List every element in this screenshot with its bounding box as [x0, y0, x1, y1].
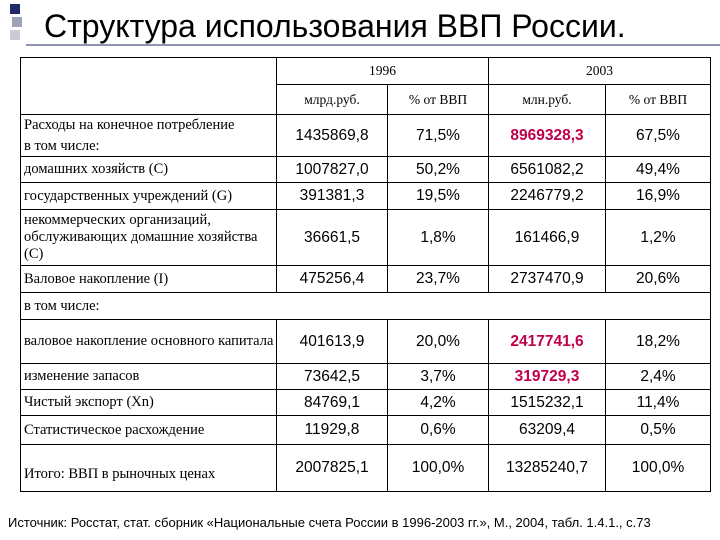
row-label: в том числе:: [21, 137, 277, 157]
table-row: [21, 183, 711, 210]
row-label: в том числе:: [21, 293, 711, 320]
percent-2003: 11,4%: [606, 390, 711, 416]
row-label: Расходы на конечное потребление: [21, 115, 277, 137]
percent-2003: 2,4%: [606, 364, 711, 390]
gdp-structure-table: [20, 57, 711, 492]
value-1996: 36661,5: [277, 210, 388, 266]
percent-2003: 49,4%: [606, 157, 711, 183]
value-1996: 401613,9: [277, 320, 388, 364]
table-row: [21, 210, 711, 266]
table-row: [21, 416, 711, 445]
header-corner-cell: [21, 58, 277, 115]
percent-1996: 100,0%: [388, 445, 489, 492]
row-label: домашних хозяйств (C): [21, 157, 277, 183]
value-2003: 6561082,2: [489, 157, 606, 183]
percent-2003: 100,0%: [606, 445, 711, 492]
value-2003: 2737470,9: [489, 266, 606, 293]
bullet-square-dark: [10, 4, 20, 14]
percent-2003: 67,5%: [606, 115, 711, 157]
percent-1996: 0,6%: [388, 416, 489, 445]
row-label: некоммерческих организаций, обслуживающих домашние хозяйства (C): [21, 210, 277, 266]
value-1996: 11929,8: [277, 416, 388, 445]
value-1996: 84769,1: [277, 390, 388, 416]
bullet-square-mid: [12, 17, 22, 27]
table-row-total: [21, 445, 711, 492]
table-row: [21, 115, 711, 137]
unit-header-2003-pct: % от ВВП: [606, 85, 711, 115]
row-label: Чистый экспорт (Xn): [21, 390, 277, 416]
percent-1996: 3,7%: [388, 364, 489, 390]
table-row: [21, 157, 711, 183]
percent-1996: 50,2%: [388, 157, 489, 183]
table-row: [21, 320, 711, 364]
value-1996: 73642,5: [277, 364, 388, 390]
table-row-subheading: [21, 293, 711, 320]
row-label: валовое накопление основного капитала: [21, 320, 277, 364]
bullet-square-light: [10, 30, 20, 40]
row-label: Статистическое расхождение: [21, 416, 277, 445]
row-label: Итого: ВВП в рыночных ценах: [21, 445, 277, 492]
value-2003: 2246779,2: [489, 183, 606, 210]
year-2003-header: 2003: [489, 58, 711, 85]
percent-2003: 20,6%: [606, 266, 711, 293]
value-2003: 2417741,6: [489, 320, 606, 364]
value-2003: 161466,9: [489, 210, 606, 266]
source-note: Источник: Росстат, стат. сборник «Национальные счета России в 1996-2003 гг.», М., 2004, табл. 1.4.1., с.73: [8, 515, 651, 530]
unit-header-1996-abs: млрд.руб.: [277, 85, 388, 115]
value-1996: 1435869,8: [277, 115, 388, 157]
percent-1996: 71,5%: [388, 115, 489, 157]
percent-1996: 19,5%: [388, 183, 489, 210]
value-1996: 475256,4: [277, 266, 388, 293]
percent-2003: 1,2%: [606, 210, 711, 266]
value-2003: 1515232,1: [489, 390, 606, 416]
value-1996: 2007825,1: [277, 445, 388, 492]
title-underline: [26, 44, 720, 46]
percent-2003: 0,5%: [606, 416, 711, 445]
percent-1996: 23,7%: [388, 266, 489, 293]
value-1996: 1007827,0: [277, 157, 388, 183]
row-label: государственных учреждений (G): [21, 183, 277, 210]
table-row: [21, 266, 711, 293]
value-2003: 319729,3: [489, 364, 606, 390]
value-1996: 391381,3: [277, 183, 388, 210]
percent-1996: 1,8%: [388, 210, 489, 266]
unit-header-1996-pct: % от ВВП: [388, 85, 489, 115]
year-1996-header: 1996: [277, 58, 489, 85]
percent-1996: 20,0%: [388, 320, 489, 364]
row-label: изменение запасов: [21, 364, 277, 390]
percent-2003: 16,9%: [606, 183, 711, 210]
value-2003: 63209,4: [489, 416, 606, 445]
header-row-years: [21, 58, 711, 85]
value-2003: 8969328,3: [489, 115, 606, 157]
percent-2003: 18,2%: [606, 320, 711, 364]
slide-title: Структура использования ВВП России.: [44, 8, 626, 44]
unit-header-2003-abs: млн.руб.: [489, 85, 606, 115]
table-row: [21, 364, 711, 390]
row-label: Валовое накопление (I): [21, 266, 277, 293]
table-row: [21, 390, 711, 416]
value-2003: 13285240,7: [489, 445, 606, 492]
title-bullet-decoration: [10, 4, 24, 44]
percent-1996: 4,2%: [388, 390, 489, 416]
